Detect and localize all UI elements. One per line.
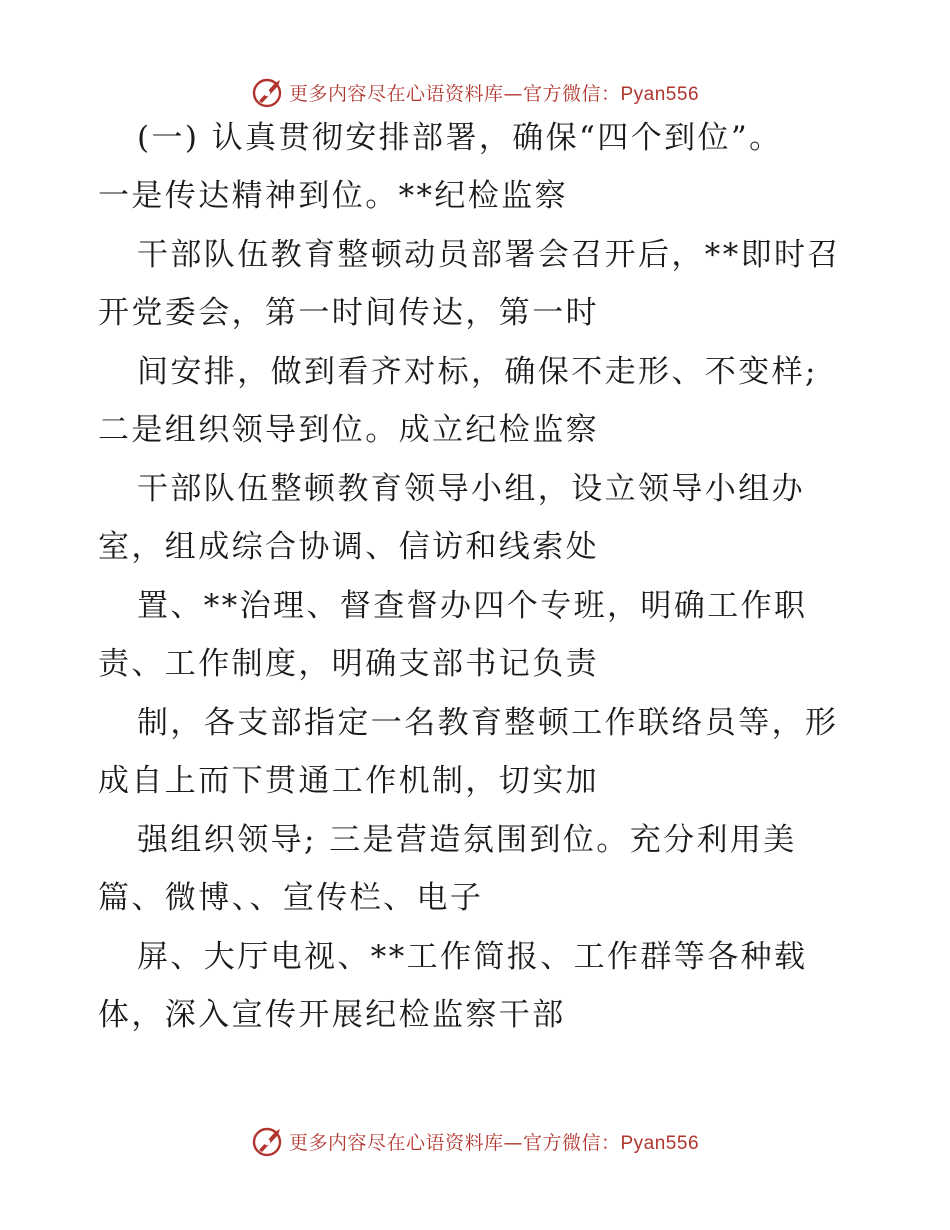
paragraph-line: 体，深入宣传开展纪检监察干部 [98,997,566,1033]
paragraph-line: 篇、微博、、宣传栏、电子 [98,880,484,916]
paragraph-line: 置、**治理、督查督办四个专班，明确工作职 [137,588,808,624]
watermark-text: 更多内容尽在心语资料库—官方微信：Pyan556 [288,82,700,105]
paragraph-line: 干部队伍教育整顿动员部署会召开后，**即时召 [137,237,841,273]
paragraph-line: (一) 认真贯彻安排部署，确保“四个到位”。 [137,120,783,156]
paragraph-line: 开党委会，第一时间传达，第一时 [98,295,599,331]
paragraph-line: 室，组成综合协调、信访和线索处 [98,529,599,565]
paragraph-line: 干部队伍整顿教育领导小组，设立领导小组办 [137,471,805,507]
paragraph-line: 制，各支部指定一名教育整顿工作联络员等，形 [137,705,839,741]
header-watermark [0,72,950,112]
quill-pen-logo-icon [251,1124,285,1158]
watermark-text: 更多内容尽在心语资料库—官方微信：Pyan556 [288,1131,700,1154]
paragraph-line: 强组织领导; 三是营造氛围到位。充分利用美 [137,822,797,858]
wechat-id: Pyan556 [620,83,700,105]
wechat-id: Pyan556 [620,1132,700,1154]
paragraph-line: 一是传达精神到位。**纪检监察 [98,178,568,214]
paragraph-line: 二是组织领导到位。成立纪检监察 [98,412,599,448]
paragraph-line: 成自上而下贯通工作机制，切实加 [98,763,599,799]
quill-pen-logo-icon [251,75,285,109]
paragraph-line: 屏、大厅电视、**工作简报、工作群等各种载 [137,939,808,975]
paragraph-line: 间安排，做到看齐对标，确保不走形、不变样; [137,354,818,390]
footer-watermark [0,1121,950,1161]
paragraph-line: 责、工作制度，明确支部书记负责 [98,646,599,682]
